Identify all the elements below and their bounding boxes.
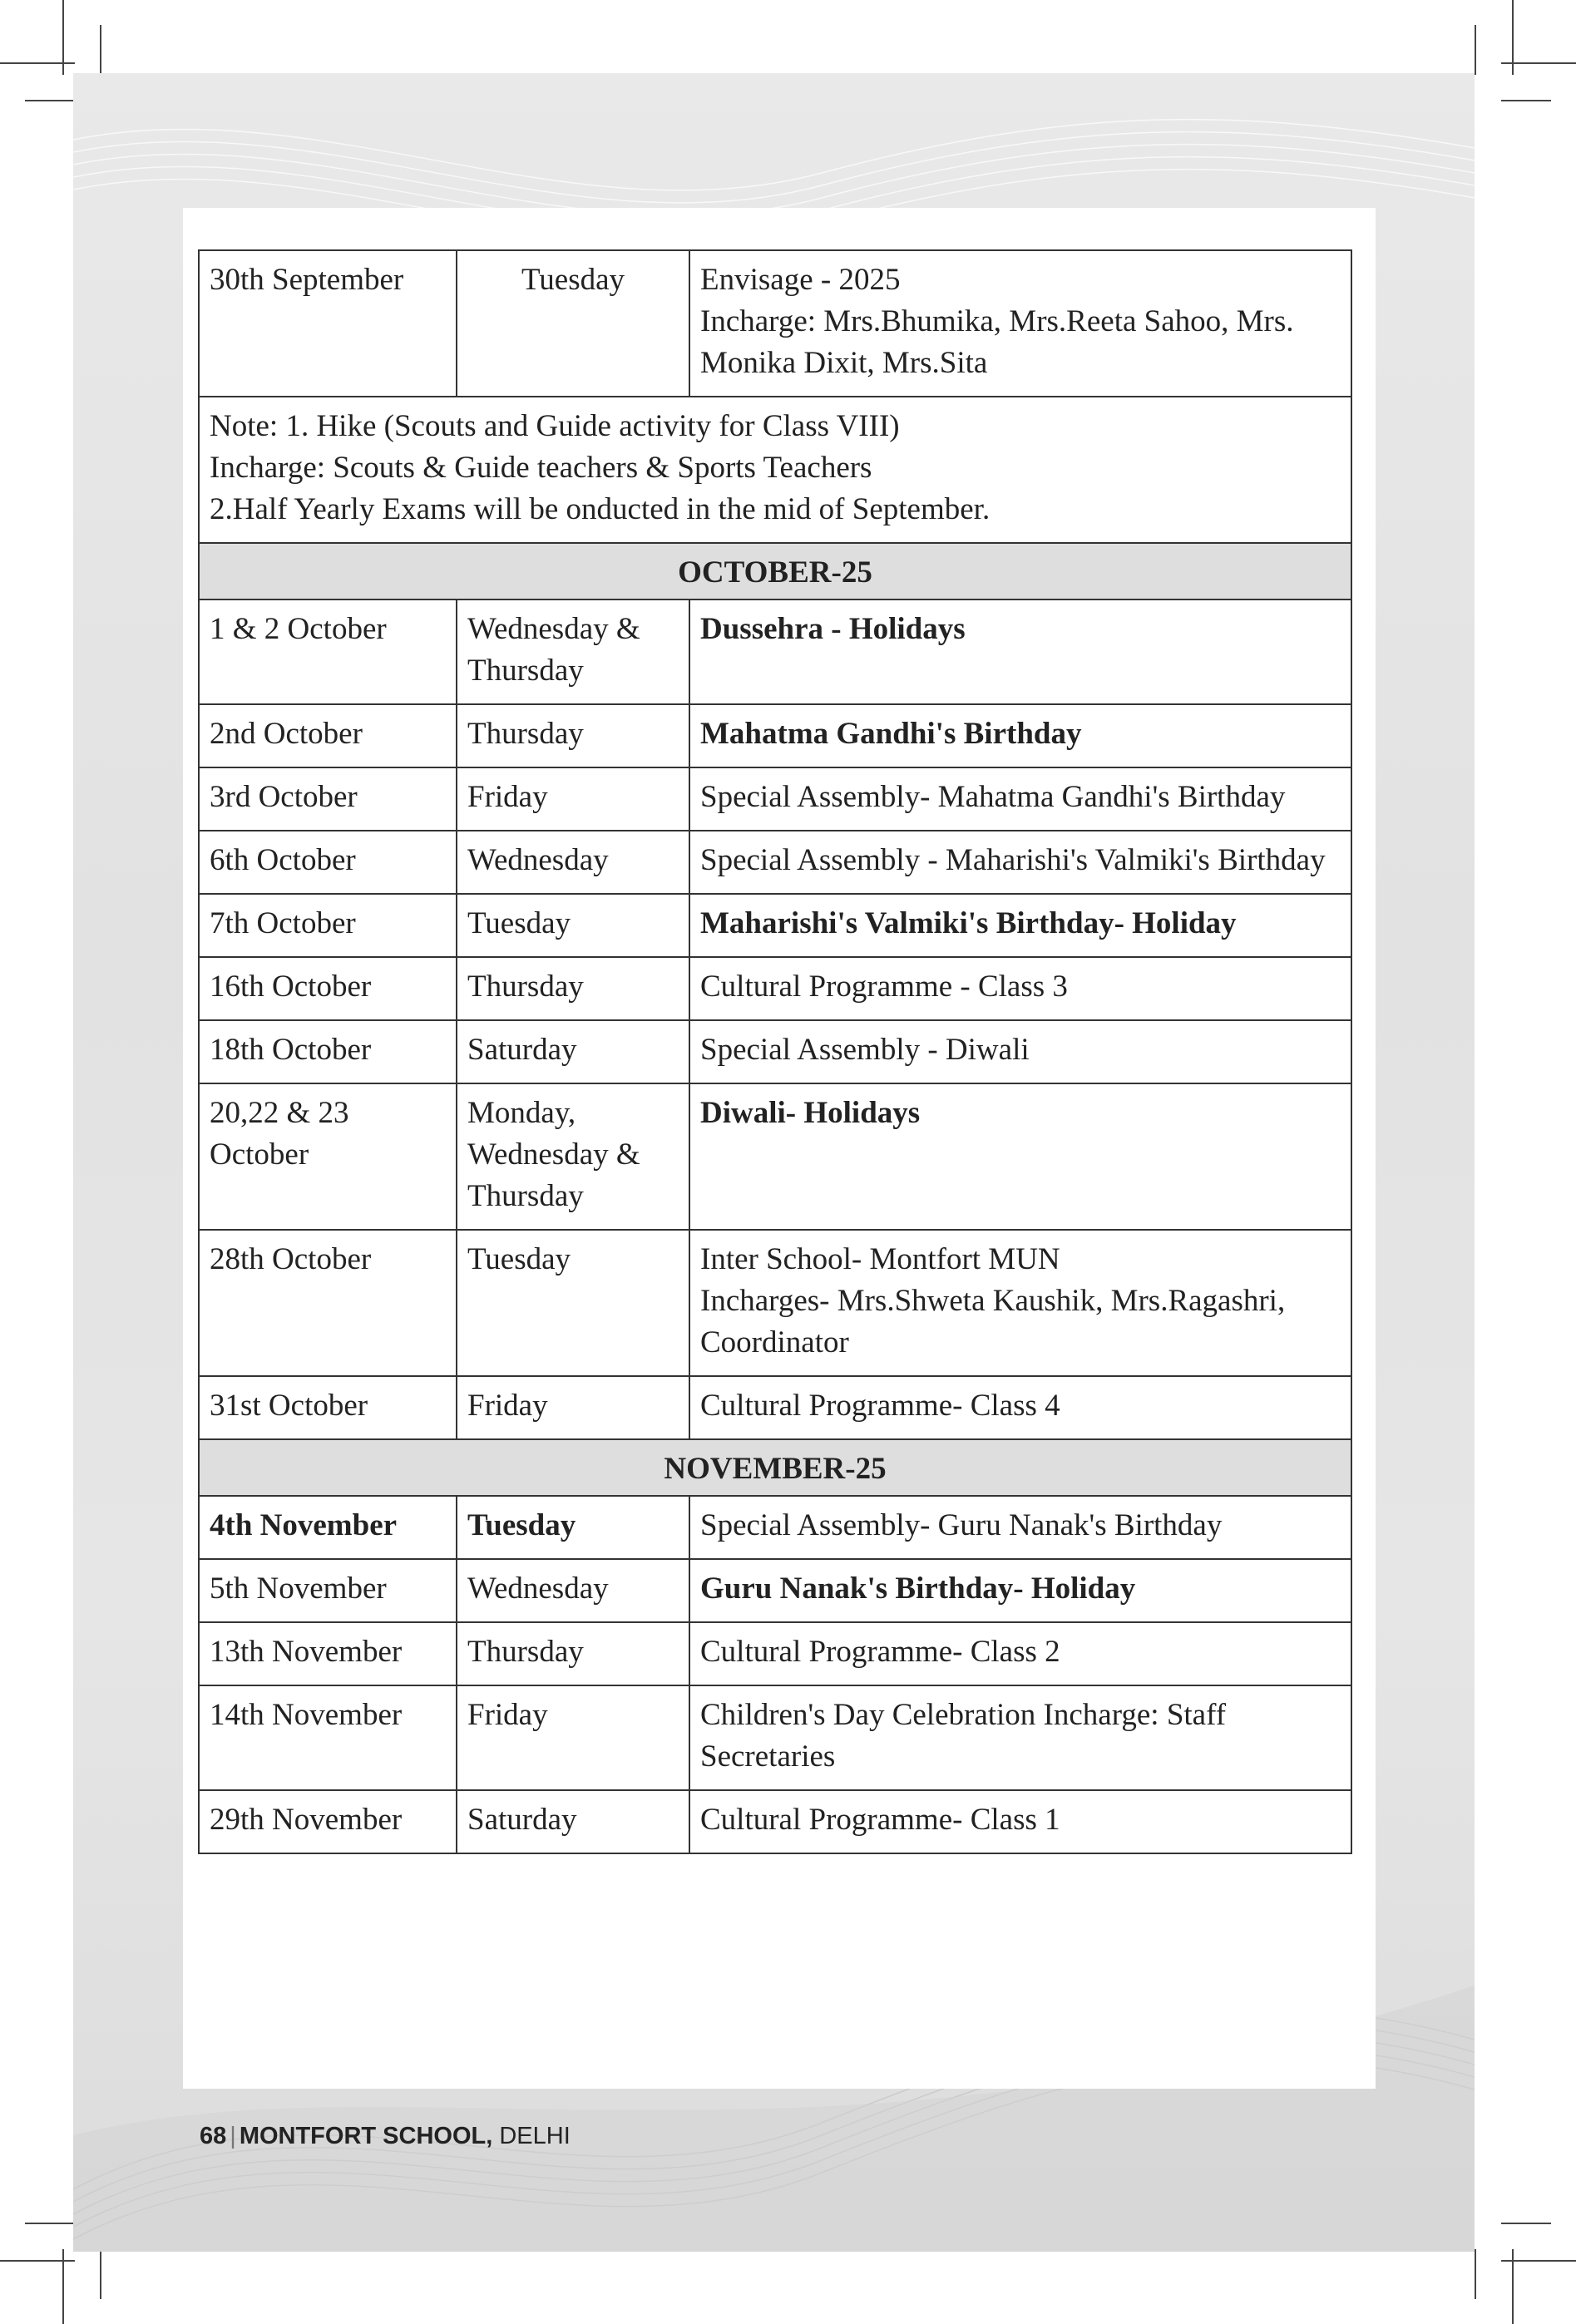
day-cell: Friday [457, 1376, 689, 1439]
day-cell: Wednesday [457, 1559, 689, 1622]
table-row [199, 1020, 1351, 1083]
date-cell: 1 & 2 October [199, 600, 457, 704]
table-row [199, 1376, 1351, 1439]
school-city: DELHI [499, 2123, 571, 2149]
date-cell: 14th November [199, 1685, 457, 1790]
date-cell: 29th November [199, 1790, 457, 1853]
table-row [199, 767, 1351, 831]
table-row [199, 831, 1351, 894]
school-name: MONTFORT SCHOOL, [239, 2123, 493, 2149]
date-cell: 18th October [199, 1020, 457, 1083]
date-cell: 28th October [199, 1230, 457, 1376]
event-cell: Cultural Programme- Class 2 [689, 1622, 1351, 1685]
event-cell [689, 250, 1351, 397]
event-cell: Special Assembly- Mahatma Gandhi's Birthday [689, 767, 1351, 831]
month-heading-row [199, 1439, 1351, 1496]
note-line: 2.Half Yearly Exams will be onducted in the mid of September. [210, 492, 991, 526]
event-cell: Cultural Programme- Class 4 [689, 1376, 1351, 1439]
event-cell: Mahatma Gandhi's Birthday [689, 704, 1351, 767]
day-cell: Thursday [457, 1622, 689, 1685]
event-cell: Special Assembly- Guru Nanak's Birthday [689, 1496, 1351, 1559]
table-row [199, 1685, 1351, 1790]
note-line: Note: 1. Hike (Scouts and Guide activity for Class VIII) [210, 409, 900, 443]
table-row [199, 1622, 1351, 1685]
date-cell: 20,22 & 23 October [199, 1083, 457, 1230]
day-cell: Thursday [457, 957, 689, 1020]
crop-mark [1501, 2223, 1551, 2224]
date-cell: 5th November [199, 1559, 457, 1622]
content-area [183, 208, 1376, 2089]
crop-mark [25, 2223, 75, 2224]
day-cell: Wednesday & Thursday [457, 600, 689, 704]
date-cell: 4th November [199, 1496, 457, 1559]
date-cell: 6th October [199, 831, 457, 894]
footer-separator: | [230, 2123, 236, 2149]
note-cell [199, 397, 1351, 543]
crop-mark [100, 2249, 101, 2299]
crop-mark [1501, 100, 1551, 101]
crop-mark [1475, 25, 1476, 75]
event-line: Incharges- Mrs.Shweta Kaushik, Mrs.Ragashri, Coordinator [700, 1284, 1286, 1359]
event-cell: Children's Day Celebration Incharge: Staff Secretaries [689, 1685, 1351, 1790]
note-row [199, 397, 1351, 543]
day-cell: Wednesday [457, 831, 689, 894]
table-row [199, 704, 1351, 767]
event-cell: Dussehra - Holidays [689, 600, 1351, 704]
crop-mark [100, 25, 101, 75]
table-row [199, 1496, 1351, 1559]
event-cell: Maharishi's Valmiki's Birthday- Holiday [689, 894, 1351, 957]
event-cell [689, 1230, 1351, 1376]
day-cell: Saturday [457, 1020, 689, 1083]
day-cell: Tuesday [457, 250, 689, 397]
table-row [199, 1083, 1351, 1230]
crop-mark [0, 62, 75, 64]
schedule-table [198, 249, 1352, 1854]
page-number: 68 [200, 2123, 227, 2149]
date-cell: 30th September [199, 250, 457, 397]
crop-mark [1475, 2249, 1476, 2299]
event-line: Inter School- Montfort MUN [700, 1242, 1060, 1276]
month-heading: OCTOBER-25 [199, 543, 1351, 600]
event-cell: Guru Nanak's Birthday- Holiday [689, 1559, 1351, 1622]
day-cell: Friday [457, 1685, 689, 1790]
day-cell: Monday, Wednesday & Thursday [457, 1083, 689, 1230]
day-cell: Tuesday [457, 1496, 689, 1559]
crop-mark [1501, 62, 1576, 64]
day-cell: Saturday [457, 1790, 689, 1853]
date-cell: 31st October [199, 1376, 457, 1439]
table-row [199, 1559, 1351, 1622]
event-line: Incharge: Mrs.Bhumika, Mrs.Reeta Sahoo, Mrs. Monika Dixit, Mrs.Sita [700, 304, 1294, 380]
date-cell: 3rd October [199, 767, 457, 831]
event-cell: Special Assembly - Diwali [689, 1020, 1351, 1083]
event-line: Envisage - 2025 [700, 263, 901, 297]
table-row [199, 957, 1351, 1020]
table-row [199, 1230, 1351, 1376]
event-cell: Diwali- Holidays [689, 1083, 1351, 1230]
crop-mark [0, 2260, 75, 2262]
day-cell: Tuesday [457, 894, 689, 957]
table-row [199, 250, 1351, 397]
date-cell: 16th October [199, 957, 457, 1020]
event-cell: Cultural Programme - Class 3 [689, 957, 1351, 1020]
crop-mark [1501, 2260, 1576, 2262]
month-heading: NOVEMBER-25 [199, 1439, 1351, 1496]
month-heading-row [199, 543, 1351, 600]
date-cell: 2nd October [199, 704, 457, 767]
day-cell: Friday [457, 767, 689, 831]
note-line: Incharge: Scouts & Guide teachers & Sports Teachers [210, 451, 872, 485]
event-cell: Special Assembly - Maharishi's Valmiki's Birthday [689, 831, 1351, 894]
page-footer [200, 2123, 571, 2150]
day-cell: Thursday [457, 704, 689, 767]
day-cell: Tuesday [457, 1230, 689, 1376]
table-row [199, 600, 1351, 704]
date-cell: 7th October [199, 894, 457, 957]
event-cell: Cultural Programme- Class 1 [689, 1790, 1351, 1853]
table-row [199, 894, 1351, 957]
crop-mark [25, 100, 75, 101]
date-cell: 13th November [199, 1622, 457, 1685]
table-row [199, 1790, 1351, 1853]
